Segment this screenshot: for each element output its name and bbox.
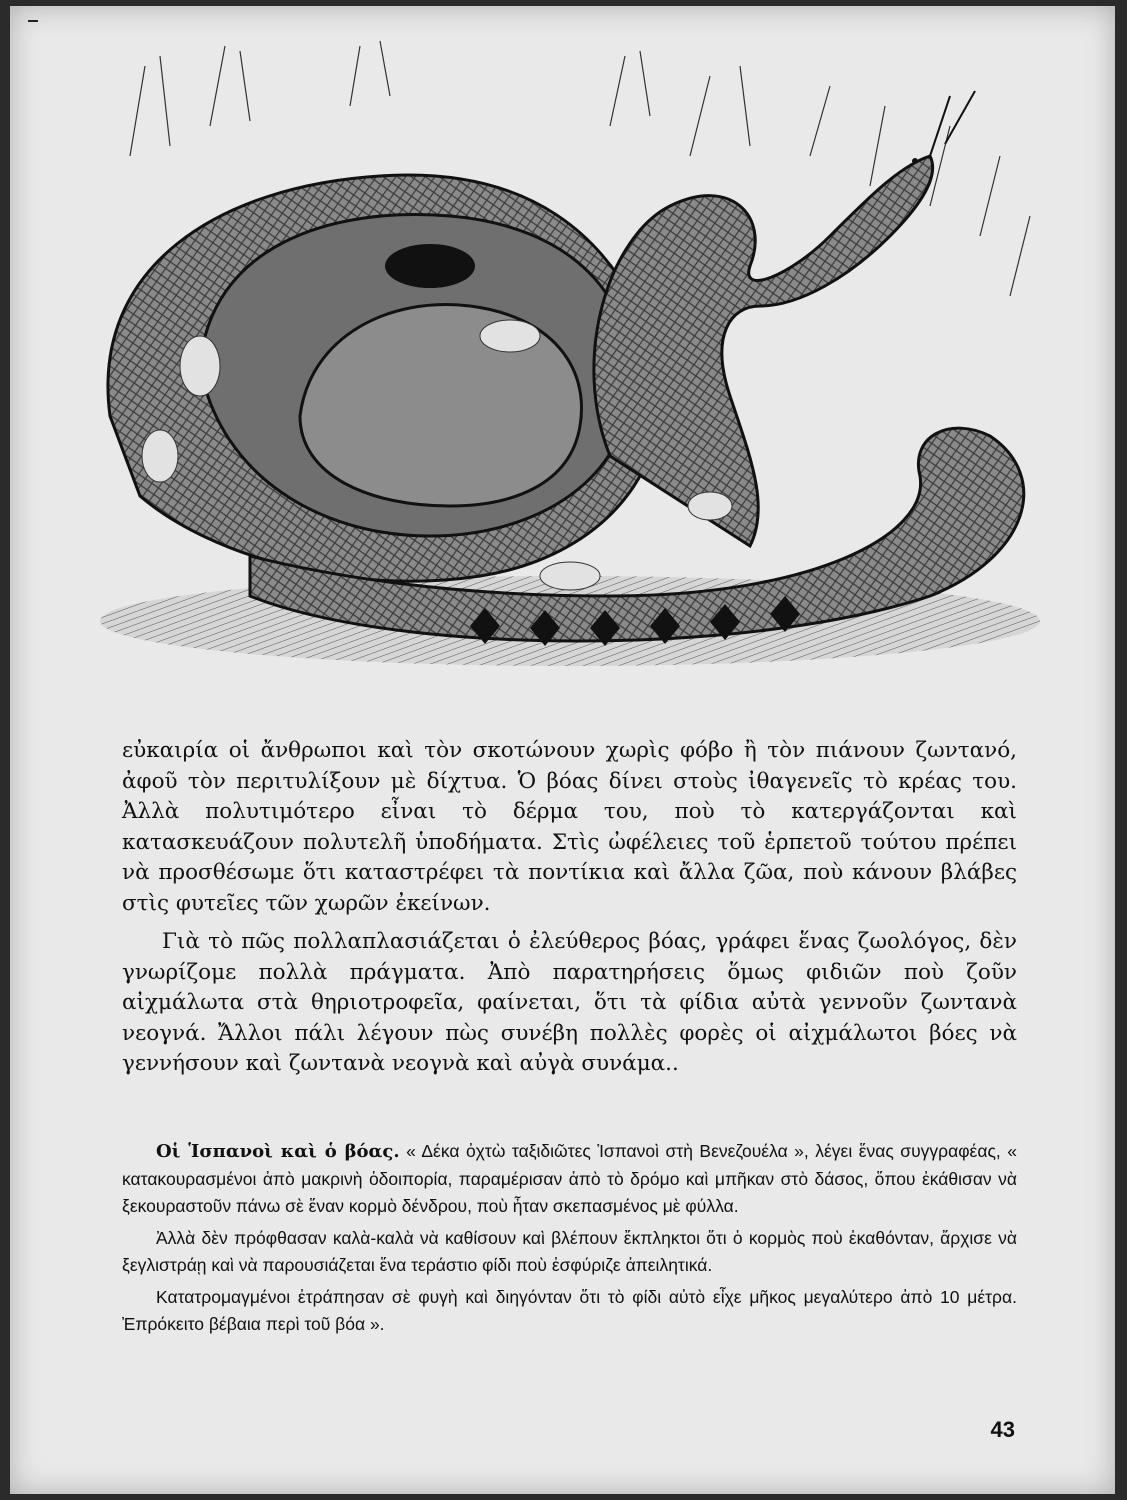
paragraph-1: εὐκαιρία οἱ ἄνθρωποι καὶ τὸν σκοτώνουν χωρὶς φόβο ἢ τὸν πιάνουν ζωντανό, ἀφοῦ τὸν περιτυλίξουν μὲ δίχτυα. Ὁ βόας δίνει στοὺς ἰθαγενεῖς τὸ κρέας του. Ἀλλὰ πολυτιμότερο εἶναι τὸ δέρμα του, ποὺ τὸ κατεργάζονται καὶ κατασκευάζουν πολυτελῆ ὑποδήματα. Στὶς ὠφέλειες τοῦ ἑρπετοῦ τούτου πρέπει νὰ προσθέσωμε ὅτι καταστρέφει τὰ ποντίκια καὶ ἄλλα ζῶα, ποὺ κάνουν βλάβες στὶς φυτεῖες τῶν χωρῶν ἐκείνων. — [122, 738, 1017, 916]
story-section — [122, 1134, 1017, 1339]
story-paragraph-3: Κατατρομαγμένοι ἐτράπησαν σὲ φυγὴ καὶ διηγόνταν ὅτι τὸ φίδι αὐτὸ εἶχε μῆκος μεγαλύτερο ἀπὸ 10 μέτρα. Ἐπρόκειτο βέβαια περὶ τοῦ βόα ». — [122, 1286, 1017, 1334]
story-paragraph-1-text: « Δέκα ὀχτὼ ταξιδιῶτες Ἱσπανοὶ στὴ Βενεζουέλα », λέγει ἕνας συγγραφέας, « κατακουρασμένοι ἀπὸ μακρινὴ ὁδοιπορία, παραμέρισαν ἀπὸ τὸ δρόμο καὶ μπῆκαν στὸ δάσος, ὅπου ἐκάθισαν νὰ ξεκουραστοῦν πάνω σὲ ἕναν κορμὸ δένδρου, ποὺ ἦταν σκεπασμένος μὲ φύλλα. — [122, 1141, 1017, 1216]
page-number: 43 — [990, 1417, 1015, 1442]
book-page — [10, 6, 1115, 1494]
main-body-text — [122, 736, 1017, 1080]
story-paragraph-1 — [122, 1138, 1017, 1221]
boa-snake-illustration — [50, 36, 1050, 686]
story-heading: Οἱ Ἱσπανοὶ καὶ ὁ βόας. — [156, 1141, 400, 1162]
page-edge-mark — [28, 20, 38, 22]
paragraph-2: Γιὰ τὸ πῶς πολλαπλασιάζεται ὁ ἐλεύθερος βόας, γράφει ἕνας ζωολόγος, δὲν γνωρίζομε πολλὰ πράγματα. Ἀπὸ παρατηρήσεις ὅμως φιδιῶν ποὺ ζοῦν αἰχμάλωτα στὰ θηριοτροφεῖα, φαίνεται, ὅτι τὰ φίδια αὐτὰ γεννοῦν ζωντανὰ νεογνά. Ἄλλοι πάλι λέγουν πὼς συνέβη πολλὲς φορὲς οἱ αἰχμάλωτοι βόες νὰ γεννήσουν καὶ ζωντανὰ νεογνὰ καὶ αὐγὰ συνάμα.. — [122, 929, 1017, 1076]
story-paragraph-2: Ἀλλὰ δὲν πρόφθασαν καλὰ-καλὰ νὰ καθίσουν καὶ βλέπουν ἔκπληκτοι ὅτι ὁ κορμὸς ποὺ ἐκαθόνταν, ἄρχισε νὰ ξεγλιστράῃ καὶ νὰ παρουσιάζεται ἕνα τεράστιο φίδι ποὺ ἐσφύριζε ἀπειλητικά. — [122, 1227, 1017, 1275]
